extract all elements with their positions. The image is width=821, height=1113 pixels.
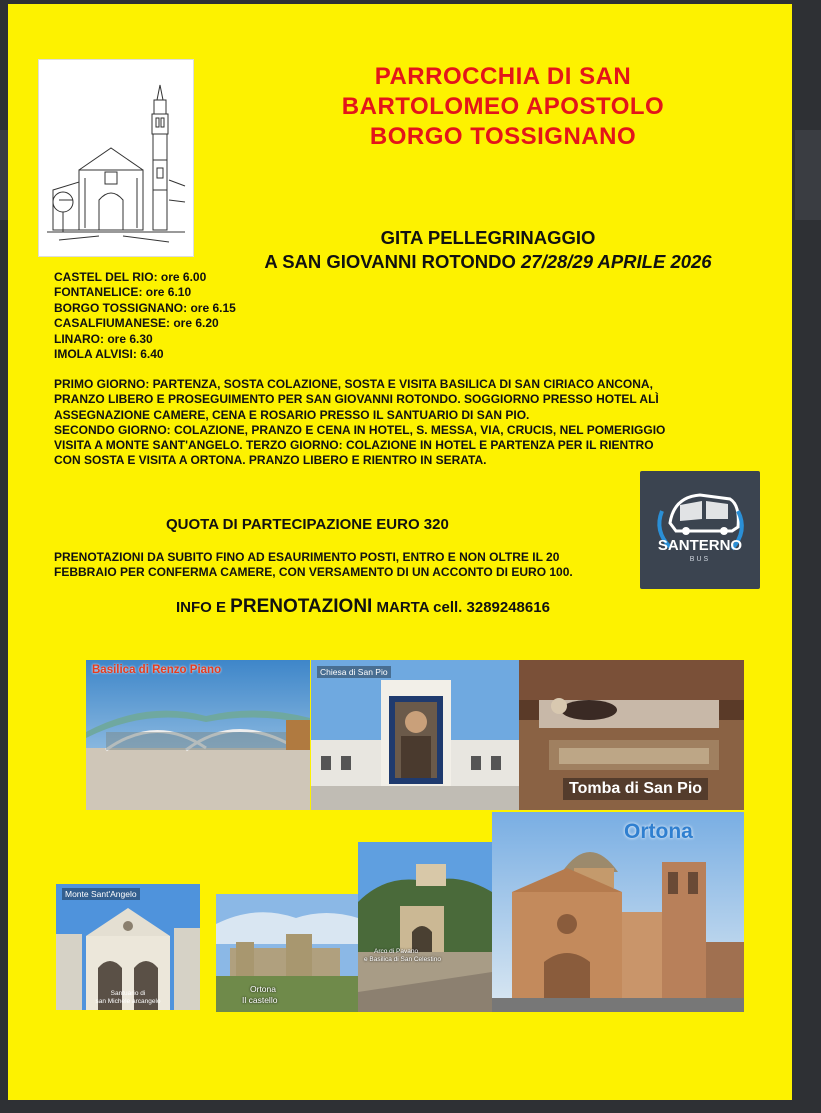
booking-line: PRENOTAZIONI DA SUBITO FINO AD ESAURIMENTO POSTI, ENTRO E NON OLTRE IL 20	[54, 550, 560, 564]
trip-headline	[198, 226, 778, 274]
departure-item: IMOLA ALVISI: 6.40	[54, 347, 164, 362]
photo-arco	[358, 842, 492, 1012]
church-sketch-image	[38, 59, 194, 257]
photo-basilica	[86, 660, 310, 810]
trip-title: GITA PELLEGRINAGGIO	[380, 227, 596, 248]
photo-castello-caption-1: Ortona	[250, 984, 276, 994]
contact-bookings: PRENOTAZIONI	[230, 596, 373, 617]
photo-castello-caption-2: Il castello	[242, 995, 278, 1005]
santerno-bus-logo	[640, 471, 760, 589]
contact-info	[176, 596, 550, 618]
bus-icon	[640, 471, 760, 589]
title-line: BARTOLOMEO APOSTOLO	[341, 93, 665, 120]
photo-arco-caption-1: Arco di Pavano	[374, 948, 419, 955]
background-stripe	[0, 130, 8, 220]
booking-line: FEBBRAIO PER CONFERMA CAMERE, CON VERSAMENTO DI UN ACCONTO DI EURO 100.	[54, 565, 573, 580]
departure-item: FONTANELICE: ore 6.10	[54, 285, 192, 300]
price-text: QUOTA DI PARTECIPAZIONE EURO 320	[166, 516, 449, 533]
background-stripe	[795, 130, 821, 220]
booking-text	[54, 550, 674, 581]
parish-title	[258, 62, 748, 152]
departure-item: CASALFIUMANESE: ore 6.20	[54, 316, 219, 331]
program-line: PRANZO LIBERO E PROSEGUIMENTO PER SAN GIOVANNI ROTONDO. SOGGIORNO PRESSO HOTEL ALÌ	[54, 392, 659, 407]
trip-dates: 27/28/29 APRILE 2026	[521, 251, 712, 272]
title-line: BORGO TOSSIGNANO	[369, 123, 637, 150]
photo-ortona	[492, 812, 744, 1012]
photo-chiesa-label: Chiesa di San Pio	[317, 666, 391, 678]
program-line: VISITA A MONTE SANT'ANGELO. TERZO GIORNO: COLAZIONE IN HOTEL E PARTENZA PER IL RIENTRO	[54, 438, 654, 453]
program-line: ASSEGNAZIONE CAMERE, CENA E ROSARIO PRESSO IL SANTUARIO DI SAN PIO.	[54, 407, 530, 422]
program-line: PRIMO GIORNO: PARTENZA, SOSTA COLAZIONE, SOSTA E VISITA BASILICA DI SAN CIRIACO ANCONA,	[54, 377, 653, 391]
logo-name: SANTERNO	[657, 537, 743, 554]
photo-chiesa	[311, 660, 519, 810]
photo-basilica-label: Basilica di Renzo Piano	[92, 664, 222, 676]
departure-item: BORGO TOSSIGNANO: ore 6.15	[54, 300, 236, 315]
photo-castello	[216, 894, 358, 1012]
departure-list	[54, 270, 354, 362]
photo-tomba	[519, 660, 744, 810]
photo-monte	[56, 884, 200, 1010]
photo-monte-caption-2: san Michele arcangelo	[95, 998, 161, 1005]
photo-tomba-label: Tomba di San Pio	[563, 778, 708, 800]
departure-item: CASTEL DEL RIO: ore 6.00	[54, 270, 207, 284]
departure-item: LINARO: ore 6.30	[54, 331, 153, 346]
photo-arco-caption-2: e Basilica di San Celestino	[364, 956, 441, 963]
program-line: SECONDO GIORNO: COLAZIONE, PRANZO E CENA IN HOTEL, S. MESSA, VIA, CRUCIS, NEL POMERIGGIO	[54, 422, 666, 437]
photo-monte-label: Monte Sant'Angelo	[62, 888, 140, 900]
church-sketch-icon	[39, 60, 193, 256]
photo-ortona-label: Ortona	[624, 820, 693, 843]
photo-monte-caption-1: Santuario di	[110, 990, 146, 997]
trip-destination-text: A SAN GIOVANNI ROTONDO	[264, 251, 521, 272]
poster	[8, 4, 792, 1100]
logo-sub: BUS	[689, 556, 711, 563]
trip-program	[54, 377, 754, 469]
title-line: PARROCCHIA DI SAN	[374, 63, 632, 90]
contact-phone: MARTA cell. 3289248616	[372, 599, 550, 616]
contact-prefix: INFO E	[176, 599, 231, 616]
program-line: CON SOSTA E VISITA A ORTONA. PRANZO LIBERO E RIENTRO IN SERATA.	[54, 453, 487, 468]
